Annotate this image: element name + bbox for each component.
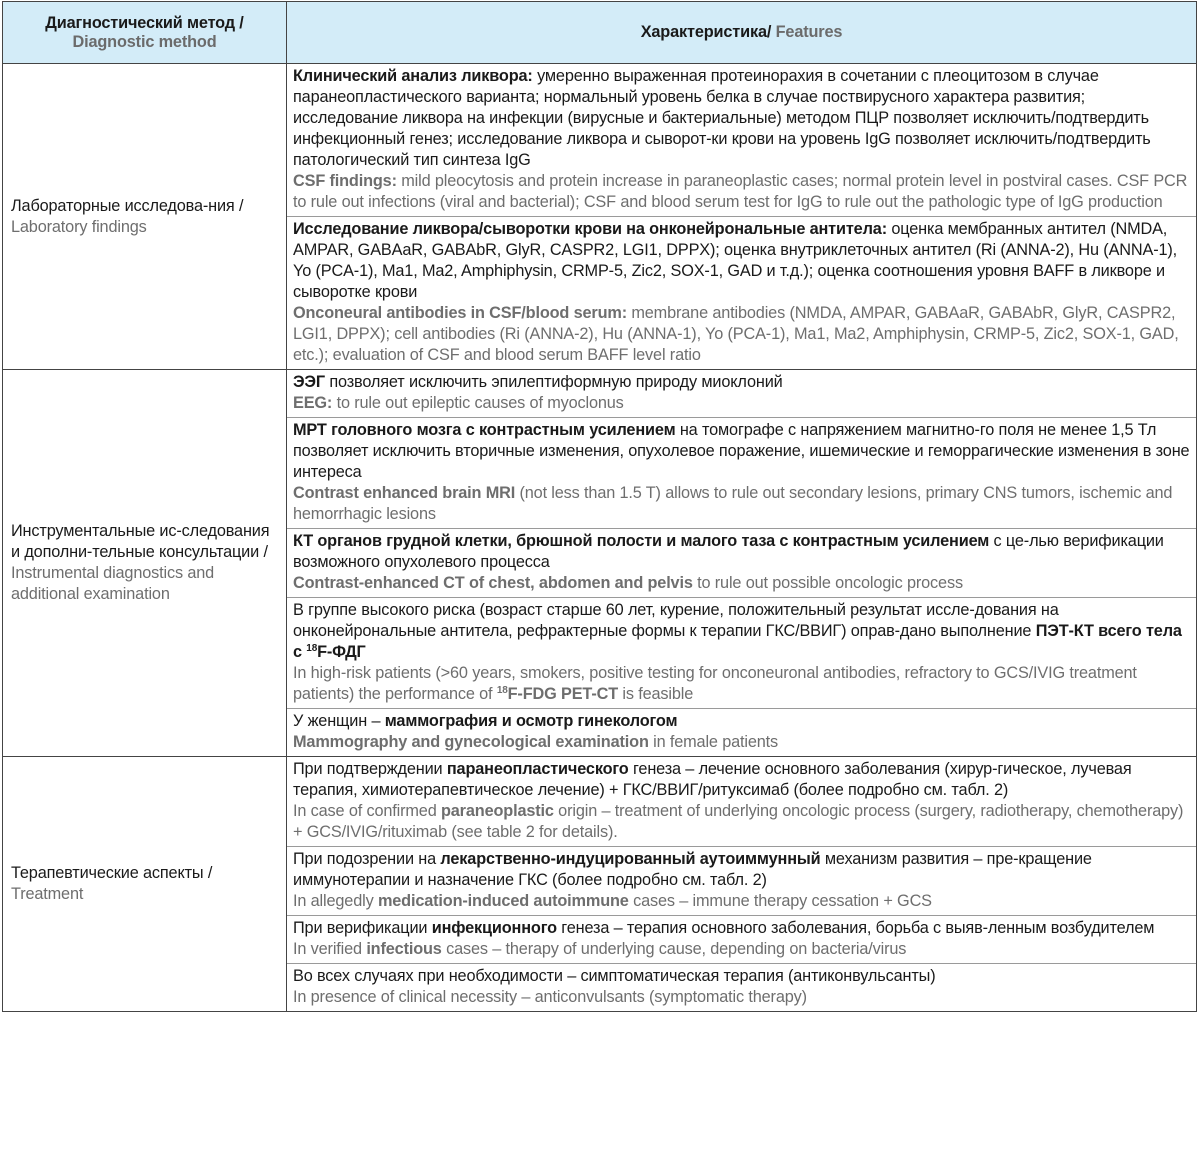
feature-term: Contrast enhanced brain MRI bbox=[293, 484, 516, 502]
feature-block bbox=[287, 757, 1196, 846]
table-header-row bbox=[3, 2, 1197, 64]
feature-block bbox=[287, 915, 1196, 963]
feature-text-ru bbox=[293, 711, 1190, 732]
feature-text-ru bbox=[293, 759, 1190, 801]
feature-desc: In verified bbox=[293, 940, 367, 958]
feature-term: F-FDG PET-CT bbox=[507, 685, 618, 703]
feature-desc: с це-лью верификации возможного опухолевого процесса bbox=[293, 532, 1164, 571]
method-cell bbox=[3, 370, 287, 757]
feature-desc: cases – therapy of underlying cause, depending on bacteria/virus bbox=[441, 940, 907, 958]
feature-term: КТ органов грудной клетки, брюшной полости и малого таза с контрастным усилением bbox=[293, 532, 990, 550]
header-method-cell bbox=[3, 2, 287, 64]
features-cell bbox=[287, 64, 1197, 370]
table-row bbox=[3, 64, 1197, 370]
feature-block bbox=[287, 708, 1196, 756]
feature-desc: У женщин – bbox=[293, 712, 385, 730]
feature-desc: In case of confirmed bbox=[293, 802, 441, 820]
features-cell bbox=[287, 370, 1197, 757]
feature-block bbox=[287, 64, 1196, 216]
feature-desc: (not less than 1.5 T) allows to rule out secondary lesions, primary CNS tumors, ischemic and hemorrhagic lesions bbox=[293, 484, 1173, 523]
table-row bbox=[3, 757, 1197, 1012]
feature-term: маммография и осмотр гинекологом bbox=[384, 712, 678, 730]
method-name-en: Treatment bbox=[11, 885, 84, 903]
feature-desc: В группе высокого риска (возраст старше 60 лет, курение, положительный результат иссле-дования на онконейрональные антитела, рефрактерные формы к терапии ГКС/ВВИГ) оправ-дано выполнение bbox=[293, 601, 1059, 640]
method-cell bbox=[3, 64, 287, 370]
feature-desc: to rule out possible oncologic process bbox=[692, 574, 963, 592]
feature-desc: на томографе с напряжением магнитно-го поля не менее 1,5 Тл позволяет исключить вторичные изменения, опухолевое поражение, ишемические и геморрагические изменения в зоне интереса bbox=[293, 421, 1190, 481]
feature-text-en bbox=[293, 891, 1190, 912]
feature-text-ru bbox=[293, 219, 1190, 303]
feature-desc: in female patients bbox=[648, 733, 779, 751]
superscript: 18 bbox=[306, 643, 318, 654]
feature-desc: cases – immune therapy cessation + GCS bbox=[628, 892, 932, 910]
feature-desc: При верификации bbox=[293, 919, 432, 937]
header-features-ru: Характеристика/ bbox=[640, 23, 772, 41]
feature-text-en bbox=[293, 171, 1190, 213]
feature-text-en bbox=[293, 987, 1190, 1008]
feature-term: Исследование ликвора/сыворотки крови на онконейрональные антитела: bbox=[293, 220, 887, 238]
feature-text-ru bbox=[293, 531, 1190, 573]
feature-text-en bbox=[293, 393, 1190, 414]
feature-text-en bbox=[293, 939, 1190, 960]
feature-text-en bbox=[293, 573, 1190, 594]
feature-term: EEG: bbox=[293, 394, 333, 412]
feature-desc: генеза – терапия основного заболевания, борьба с выяв-ленным возбудителем bbox=[556, 919, 1155, 937]
feature-text-ru bbox=[293, 918, 1190, 939]
feature-desc: умеренно выраженная протеинорахия в сочетании с плеоцитозом в случае паранеопластического варианта; нормальный уровень белка в случае поствирусного характера развития; исследование ликвора на инфекции (вирусные и бактериальные) методом ПЦР позволяет исключить/подтвердить инфекционный генез; исследование ликвора и сыворот-ки крови на уровень IgG позволяет исключить/подтвердить патологический тип синтеза IgG bbox=[293, 67, 1151, 169]
feature-desc: Во всех случаях при необходимости – симптоматическая терапия (антиконвульсанты) bbox=[293, 967, 936, 985]
feature-block bbox=[287, 528, 1196, 597]
feature-desc: In presence of clinical necessity – anticonvulsants (symptomatic therapy) bbox=[293, 988, 807, 1006]
feature-desc: генеза – лечение основного заболевания (хирур-гическое, лучевая терапия, химиотерапевтическое лечение) + ГКС/ВВИГ/ритуксимаб (более подробно см. табл. 2) bbox=[293, 760, 1132, 799]
feature-term: medication-induced autoimmune bbox=[377, 892, 629, 910]
feature-desc: membrane antibodies (NMDA, AMPAR, GABAaR, GABAbR, GlyR, CASPR2, LGI1, DPPX); cell antibodies (Ri (ANNA-2), Hu (ANNA-1), Yo (PCA-1), Ma1, Ma2, Amphiphysin, CRMP-5, Zic2, SOX-1, GAD, etc.); evaluation of CSF and blood serum BAFF level ratio bbox=[293, 304, 1179, 364]
diagnostics-table bbox=[2, 1, 1197, 1012]
feature-desc: is feasible bbox=[618, 685, 694, 703]
feature-term: Mammography and gynecological examination bbox=[293, 733, 649, 751]
feature-desc: origin – treatment of underlying oncologic process (surgery, radiotherapy, chemotherapy) + GCS/IVIG/rituximab (see table 2 for details). bbox=[293, 802, 1184, 841]
feature-term: ПЭТ-КТ всего тела с bbox=[293, 622, 1182, 661]
method-cell bbox=[3, 757, 287, 1012]
feature-desc: In high-risk patients (>60 years, smokers, positive testing for onconeuronal antibodies, refractory to GCS/IVIG treatment patients) the performance of bbox=[293, 664, 1137, 703]
feature-term: F-ФДГ bbox=[317, 643, 366, 661]
features-cell bbox=[287, 757, 1197, 1012]
feature-term: Onconeural antibodies in CSF/blood serum: bbox=[293, 304, 627, 322]
feature-block bbox=[287, 370, 1196, 417]
feature-desc: При подозрении на bbox=[293, 850, 441, 868]
method-name-en: Instrumental diagnostics and additional examination bbox=[11, 564, 215, 603]
feature-term: CSF findings: bbox=[293, 172, 397, 190]
feature-block bbox=[287, 597, 1196, 708]
feature-text-ru bbox=[293, 966, 1190, 987]
feature-block bbox=[287, 963, 1196, 1011]
feature-text-en bbox=[293, 303, 1190, 366]
feature-term: ЭЭГ bbox=[293, 373, 325, 391]
feature-desc: механизм развития – пре-кращение иммунотерапии и назначение ГКС (более подробно см. табл. 2) bbox=[293, 850, 1092, 889]
feature-term: infectious bbox=[366, 940, 442, 958]
feature-desc: mild pleocytosis and protein increase in paraneoplastic cases; normal protein level in postviral cases. CSF PCR to rule out infections (viral and bacterial); CSF and blood serum test for IgG to rule out the pathologic type of IgG production bbox=[293, 172, 1188, 211]
superscript: 18 bbox=[496, 685, 508, 696]
header-features-cell bbox=[287, 2, 1197, 64]
feature-term: паранеопластического bbox=[446, 760, 629, 778]
feature-block bbox=[287, 417, 1196, 528]
header-features-en: Features bbox=[775, 23, 843, 41]
feature-term: инфекционного bbox=[431, 919, 557, 937]
method-name-ru: Лабораторные исследова-ния / bbox=[11, 196, 244, 215]
feature-desc: to rule out epileptic causes of myoclonus bbox=[332, 394, 624, 412]
feature-text-ru bbox=[293, 600, 1190, 663]
feature-text-ru bbox=[293, 420, 1190, 483]
feature-block bbox=[287, 846, 1196, 915]
feature-text-en bbox=[293, 483, 1190, 525]
method-name-en: Laboratory findings bbox=[11, 217, 147, 236]
header-method-ru: Диагностический метод / bbox=[45, 13, 244, 32]
table-row bbox=[3, 370, 1197, 757]
feature-term: paraneoplastic bbox=[440, 802, 554, 820]
feature-text-ru bbox=[293, 849, 1190, 891]
feature-term: Клинический анализ ликвора: bbox=[293, 67, 533, 85]
feature-term: лекарственно-индуцированный аутоиммунный bbox=[440, 850, 821, 868]
feature-desc: In allegedly bbox=[293, 892, 378, 910]
feature-desc: При подтверждении bbox=[293, 760, 447, 778]
method-name-ru: Терапевтические аспекты / bbox=[11, 864, 213, 882]
feature-text-en bbox=[293, 663, 1190, 705]
feature-text-en bbox=[293, 801, 1190, 843]
method-name-ru: Инструментальные ис-следования и дополни-тельные консультации / bbox=[11, 522, 270, 561]
feature-term: Contrast-enhanced CT of chest, abdomen and pelvis bbox=[293, 574, 693, 592]
feature-term: МРТ головного мозга с контрастным усилением bbox=[293, 421, 676, 439]
feature-text-ru bbox=[293, 372, 1190, 393]
feature-block bbox=[287, 216, 1196, 369]
header-method-en: Diagnostic method bbox=[72, 32, 217, 51]
feature-text-ru bbox=[293, 66, 1190, 171]
feature-text-en bbox=[293, 732, 1190, 753]
feature-desc: позволяет исключить эпилептиформную природу миоклоний bbox=[324, 373, 783, 391]
feature-desc: оценка мембранных антител (NMDA, AMPAR, GABAaR, GABAbR, GlyR, CASPR2, LGI1, DPPX); оценка внутриклеточных антител (Ri (ANNA-2), Hu (ANNA-1), Yo (PCA-1), Ma1, Ma2, Amphiphysin, CRMP-5, Zic2, SOX-1, GAD и т.д.); оценка соотношения уровня BAFF в ликворе и сыворотке крови bbox=[293, 220, 1178, 301]
